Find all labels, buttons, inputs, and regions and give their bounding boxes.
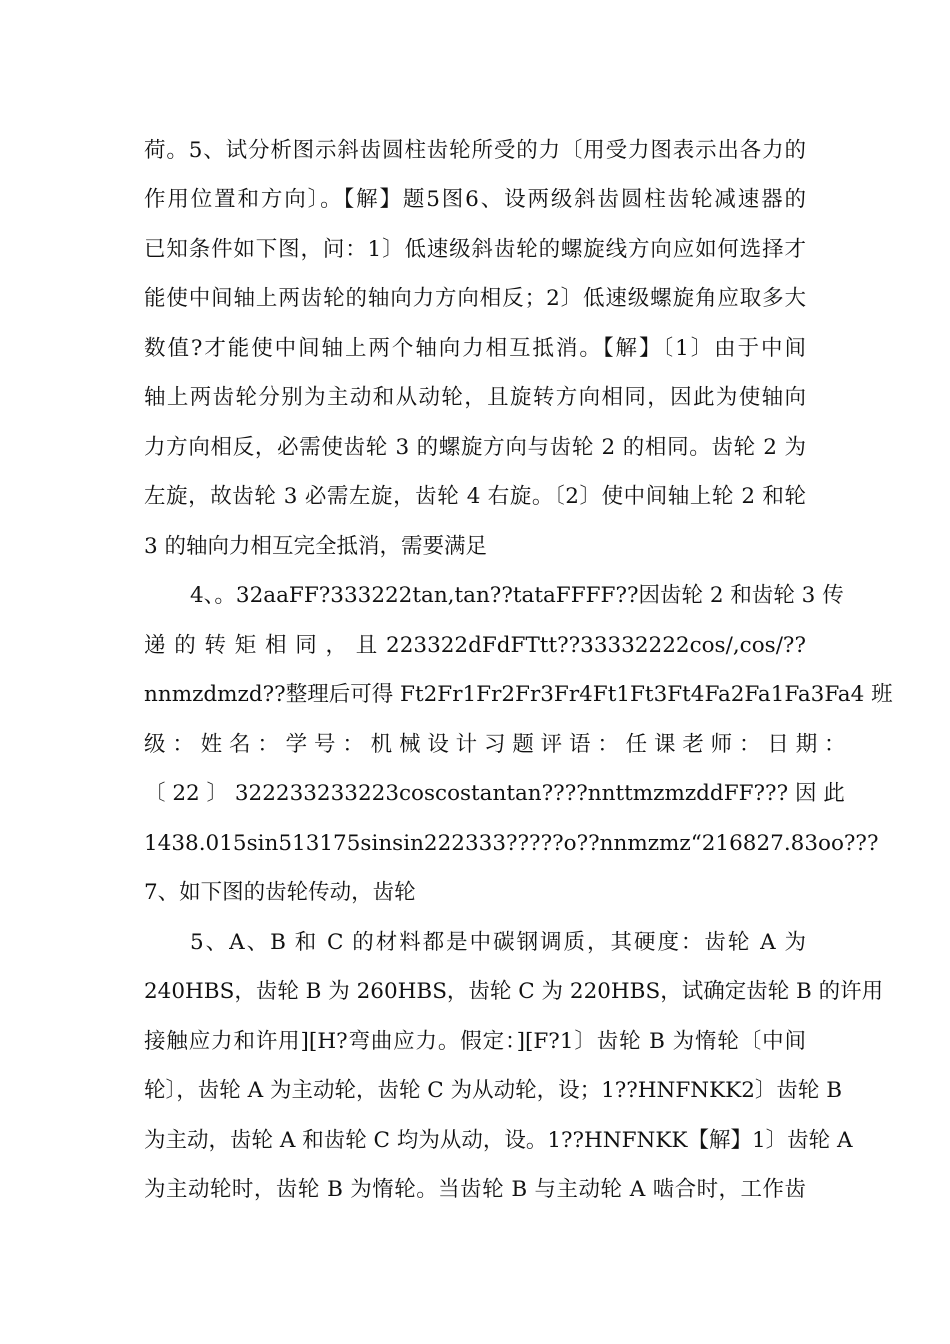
text-line: 荷。5、试分析图示斜齿圆柱齿轮所受的力〔用受力图表示出各力的: [144, 138, 806, 163]
text-line: 为主动，齿轮 A 和齿轮 C 均为从动，设。1??HNFNKK【解】1〕齿轮 A: [144, 1128, 853, 1153]
text-line: 轮〕，齿轮 A 为主动轮，齿轮 C 为从动轮，设；1??HNFNKK2〕齿轮 B: [144, 1078, 843, 1103]
text-line: 5、A、B 和 C 的材料都是中碳钢调质，其硬度：齿轮 A 为: [190, 930, 806, 955]
text-line: 7、如下图的齿轮传动，齿轮: [144, 880, 416, 905]
text-line: 〔 22 〕 322233233223coscostantan????nnttmzmzddFF??? 因 此: [144, 781, 845, 806]
text-line: 为主动轮时，齿轮 B 为惰轮。当齿轮 B 与主动轮 A 啮合时，工作齿: [144, 1177, 806, 1202]
text-line: 级 ： 姓 名 ： 学 号 ： 机 械 设 计 习 题 评 语 ： 任 课 老 师 ： 日 期 ：: [144, 732, 846, 757]
text-line: 3 的轴向力相互完全抵消，需要满足: [144, 534, 488, 559]
text-line: 左旋，故齿轮 3 必需左旋，齿轮 4 右旋。〔2〕使中间轴上轮 2 和轮: [144, 484, 806, 509]
text-line: 递 的 转 矩 相 同 ， 且 223322dFdFTtt??33332222cos/,cos/??: [144, 633, 806, 658]
text-line: 能使中间轴上两齿轮的轴向力方向相反；2〕低速级螺旋角应取多大: [144, 286, 806, 311]
text-line: 作用位置和方向〕。【解】题5图6、设两级斜齿圆柱齿轮减速器的: [144, 187, 806, 212]
text-line: 力方向相反，必需使齿轮 3 的螺旋方向与齿轮 2 的相同。齿轮 2 为: [144, 435, 806, 460]
text-line: 接触应力和许用][H?弯曲应力。假定：][F?1〕齿轮 B 为惰轮〔中间: [144, 1029, 806, 1054]
text-line: 1438.015sin513175sinsin222333?????o??nnmzmz“216827.83oo???: [144, 831, 879, 856]
text-line: 轴上两齿轮分别为主动和从动轮，且旋转方向相同，因此为使轴向: [144, 385, 806, 410]
text-line: 已知条件如下图，问：1〕低速级斜齿轮的螺旋线方向应如何选择才: [144, 237, 806, 262]
text-line: 数值?才能使中间轴上两个轴向力相互抵消。【解】〔1〕由于中间: [144, 336, 806, 361]
text-line: 4、。32aaFF?333222tan,tan??tataFFFF??因齿轮 2 和齿轮 3 传: [190, 583, 844, 608]
text-line: 240HBS，齿轮 B 为 260HBS，齿轮 C 为 220HBS，试确定齿轮 B 的许用: [144, 979, 884, 1004]
text-line: nnmzdmzd??整理后可得 Ft2Fr1Fr2Fr3Fr4Ft1Ft3Ft4Fa2Fa1Fa3Fa4 班: [144, 682, 893, 707]
